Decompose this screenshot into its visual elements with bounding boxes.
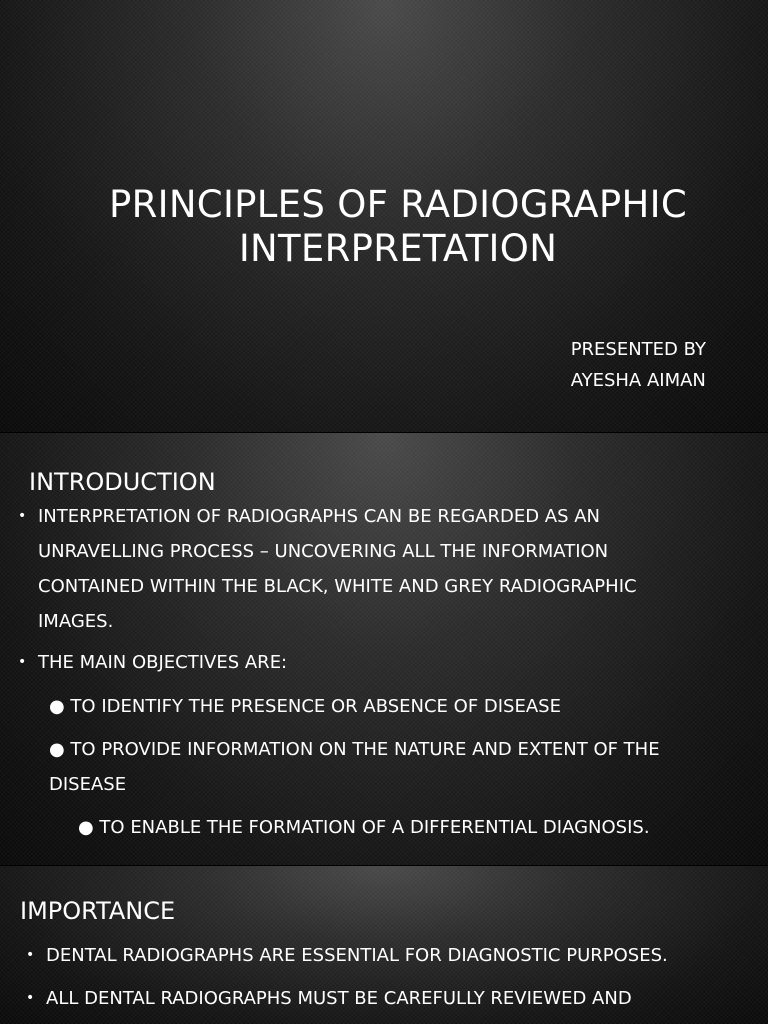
- bullet-text: INTERPRETATION OF RADIOGRAPHS CAN BE REGARDED AS AN UNRAVELLING PROCESS – UNCOVERING ALL THE INFORMATION CONTAINED WITHIN THE BLACK, WHITE AND GREY RADIOGRAPHIC IMAGES.: [38, 506, 637, 632]
- introduction-slide: [0, 433, 768, 865]
- title-line-2: INTERPRETATION: [238, 227, 558, 270]
- introduction-heading: INTRODUCTION: [29, 468, 216, 496]
- bullet-dot-icon: •: [26, 990, 35, 1006]
- bullet-item: [18, 499, 698, 639]
- presenter-block: [571, 334, 706, 396]
- bullet-dot-icon: •: [18, 508, 27, 524]
- objective-item: ● TO IDENTIFY THE PRESENCE OR ABSENCE OF DISEASE: [49, 696, 561, 717]
- bullet-dot-icon: •: [26, 947, 35, 963]
- bullet-text: THE MAIN OBJECTIVES ARE:: [38, 652, 288, 673]
- objective-item: ● TO PROVIDE INFORMATION ON THE NATURE AND EXTENT OF THE DISEASE: [49, 739, 660, 795]
- bullet-text: ALL DENTAL RADIOGRAPHS MUST BE CAREFULLY REVIEWED AND: [46, 988, 632, 1009]
- bullet-item: [26, 981, 746, 1016]
- bullet-text: DENTAL RADIOGRAPHS ARE ESSENTIAL FOR DIAGNOSTIC PURPOSES.: [46, 945, 668, 966]
- presenter-name: AYESHA AIMAN: [570, 370, 706, 391]
- title-slide: [0, 0, 768, 432]
- bullet-dot-icon: •: [18, 654, 27, 670]
- importance-slide: [0, 866, 768, 1024]
- presentation-title: [60, 183, 736, 271]
- bullet-item: [18, 645, 698, 680]
- bullet-item: [26, 938, 746, 973]
- importance-heading: IMPORTANCE: [20, 897, 176, 925]
- presented-by-label: PRESENTED BY: [570, 339, 706, 360]
- objective-item: ● TO ENABLE THE FORMATION OF A DIFFERENTIAL DIAGNOSIS.: [78, 817, 650, 838]
- title-line-1: PRINCIPLES OF RADIOGRAPHIC: [109, 183, 687, 226]
